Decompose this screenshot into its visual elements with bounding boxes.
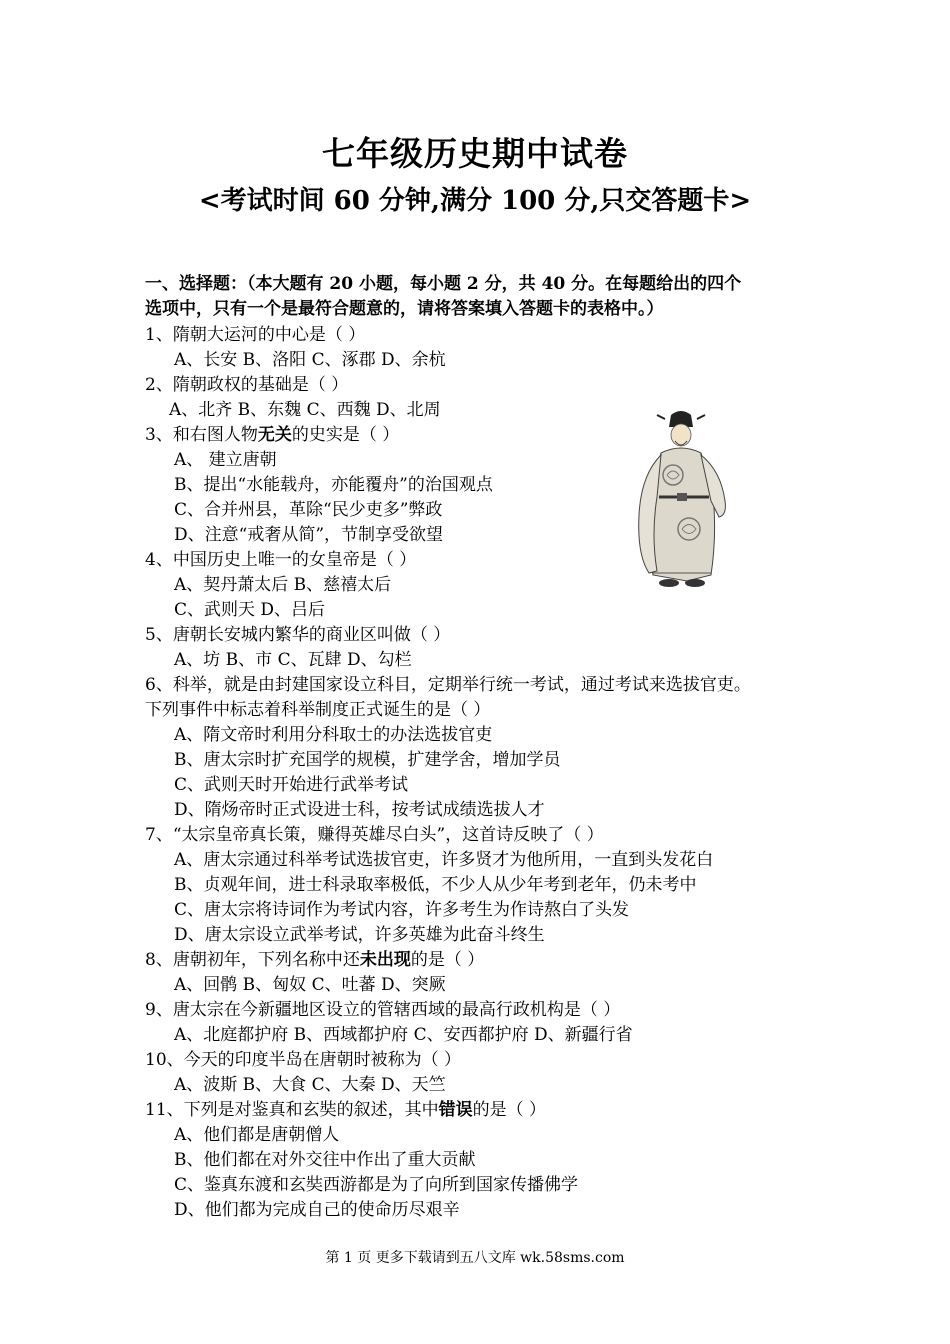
q6-stem-line2: 下列事件中标志着科举制度正式诞生的是（ ）	[145, 700, 491, 720]
q11-option-a: A、他们都是唐朝僧人	[174, 1125, 340, 1145]
q10-stem: 10、今天的印度半岛在唐朝时被称为（ ）	[145, 1050, 462, 1070]
q11-stem	[145, 1098, 825, 1123]
q6-option-b: B、唐太宗时扩充国学的规模，扩建学舍，增加学员	[174, 750, 561, 770]
q5-stem: 5、唐朝长安城内繁华的商业区叫做（ ）	[145, 625, 451, 645]
q3-option-d: D、注意“戒奢从简”，节制享受欲望	[174, 525, 444, 545]
q3-stem-pre: 3、和右图人物	[145, 425, 258, 445]
q8-options: A、回鹘 B、匈奴 C、吐蕃 D、突厥	[174, 975, 446, 995]
exam-title: 七年级历史期中试卷	[322, 134, 628, 173]
q7-stem: 7、“太宗皇帝真长策，赚得英雄尽白头”，这首诗反映了（ ）	[145, 825, 604, 845]
section-heading-line1: 一、选择题：（本大题有 20 小题，每小题 2 分，共 40 分。在每题给出的四个	[145, 274, 742, 294]
q8-stem-pre: 8、唐朝初年，下列名称中还	[145, 950, 360, 970]
q11-stem-emphasis: 错误	[438, 1100, 473, 1120]
q11-option-c: C、鉴真东渡和玄奘西游都是为了向所到国家传播佛学	[174, 1175, 579, 1195]
q3-stem-emphasis: 无关	[257, 425, 292, 445]
q4-options-line1: A、契丹萧太后 B、慈禧太后	[174, 575, 392, 595]
emperor-portrait-image	[627, 405, 735, 591]
q7-option-b: B、贞观年间，进士科录取率极低，不少人从少年考到老年，仍未考中	[174, 875, 697, 895]
q6-stem-line1: 6、科举，就是由封建国家设立科目，定期举行统一考试，通过考试来选拔官吏。	[145, 675, 751, 695]
q8-stem	[145, 948, 825, 973]
q5-options: A、坊 B、市 C、瓦肆 D、勾栏	[174, 650, 412, 670]
q9-options: A、北庭都护府 B、西域都护府 C、安西都护府 D、新疆行省	[174, 1025, 633, 1045]
q8-stem-post: 的是（ ）	[410, 950, 485, 970]
q11-option-d: D、他们都为完成自己的使命历尽艰辛	[174, 1200, 460, 1220]
page-footer: 第 1 页 更多下载请到五八文库 wk.58sms.com	[325, 1250, 625, 1266]
q6-option-a: A、隋文帝时利用分科取士的办法选拔官吏	[174, 725, 493, 745]
q11-stem-post: 的是（ ）	[472, 1100, 547, 1120]
q6-option-d: D、隋炀帝时正式设进士科，按考试成绩选拔人才	[174, 800, 545, 820]
q4-stem: 4、中国历史上唯一的女皇帝是（ ）	[145, 550, 417, 570]
section-heading-line2: 选项中，只有一个是最符合题意的，请将答案填入答题卡的表格中。）	[145, 299, 664, 319]
q8-stem-emphasis: 未出现	[359, 950, 411, 970]
q3-option-b: B、提出“水能载舟，亦能覆舟”的治国观点	[174, 475, 493, 495]
q1-stem: 1、隋朝大运河的中心是（ ）	[145, 325, 366, 345]
section-heading	[145, 272, 825, 322]
q1-options: A、长安 B、洛阳 C、涿郡 D、余杭	[174, 350, 446, 370]
q4-options-line2: C、武则天 D、吕后	[174, 600, 326, 620]
q10-options: A、波斯 B、大食 C、大秦 D、天竺	[174, 1075, 446, 1095]
q7-option-c: C、唐太宗将诗词作为考试内容，许多考生为作诗熬白了头发	[174, 900, 630, 920]
q6-option-c: C、武则天时开始进行武举考试	[174, 775, 409, 795]
exam-subtitle: <考试时间 60 分钟,满分 100 分,只交答题卡>	[198, 186, 752, 216]
q11-stem-pre: 11、下列是对鉴真和玄奘的叙述，其中	[145, 1100, 439, 1120]
q7-option-d: D、唐太宗设立武举考试，许多英雄为此奋斗终生	[174, 925, 545, 945]
q3-option-a: A、 建立唐朝	[174, 450, 277, 470]
q9-stem: 9、唐太宗在今新疆地区设立的管辖西域的最高行政机构是（ ）	[145, 1000, 621, 1020]
q3-option-c: C、合并州县，革除“民少吏多”弊政	[174, 500, 443, 520]
q2-stem: 2、隋朝政权的基础是（ ）	[145, 375, 349, 395]
q11-option-b: B、他们都在对外交往中作出了重大贡献	[174, 1150, 476, 1170]
q7-option-a: A、唐太宗通过科举考试选拔官吏，许多贤才为他所用，一直到头发花白	[174, 850, 714, 870]
q3-stem-post: 的史实是（ ）	[291, 425, 400, 445]
q2-options: A、北齐 B、东魏 C、西魏 D、北周	[169, 400, 441, 420]
